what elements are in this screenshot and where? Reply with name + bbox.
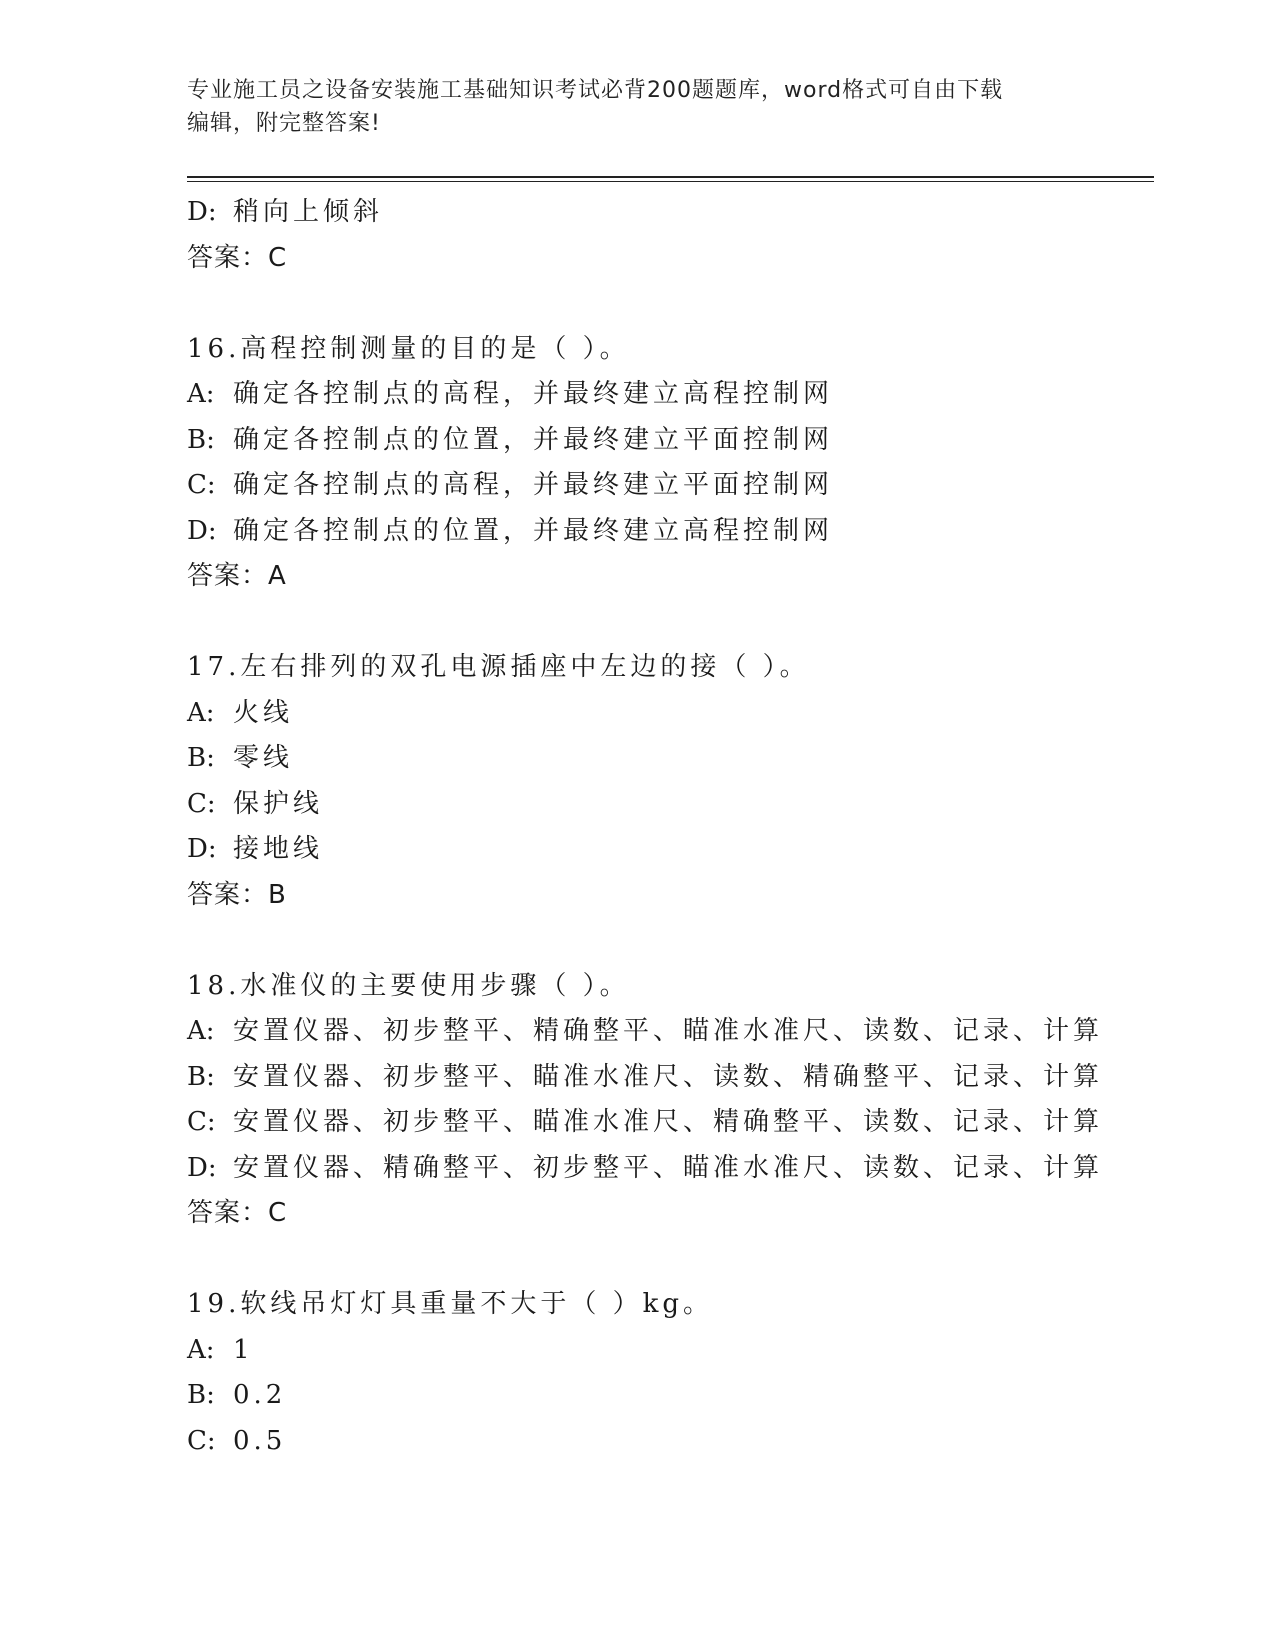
- answer-line: 答案：C: [187, 1198, 288, 1228]
- header-line-2: 编辑，附完整答案!: [187, 111, 381, 136]
- option-b: [187, 418, 1154, 464]
- option-text: 0.5: [233, 1425, 287, 1456]
- header-line-1: 专业施工员之设备安装施工基础知识考试必背200题题库，word格式可自由下载: [187, 78, 1004, 103]
- answer-line: 答案：C: [187, 242, 288, 273]
- option-letter: B:: [187, 424, 215, 455]
- option-d: [187, 1146, 1154, 1192]
- option-text: 安置仪器、初步整平、精确整平、瞄准水准尺、读数、记录、计算: [233, 1016, 1104, 1046]
- option-text: 确定各控制点的位置，并最终建立高程控制网: [233, 515, 834, 546]
- option-b: [187, 1373, 1154, 1419]
- option-text: 确定各控制点的高程，并最终建立高程控制网: [233, 379, 834, 409]
- option-c: [187, 782, 1154, 828]
- option-text: 保护线: [233, 788, 324, 819]
- header-divider-thick: [187, 176, 1154, 178]
- option-text: 火线: [233, 697, 294, 728]
- option-a: [187, 1328, 1154, 1374]
- option-letter: D:: [187, 834, 217, 864]
- option-text: 确定各控制点的高程，并最终建立平面控制网: [233, 470, 834, 500]
- question-title: 19.软线吊灯灯具重量不大于（ ）kg。: [187, 1289, 714, 1319]
- header-divider-thin: [187, 181, 1154, 182]
- option-d: [187, 509, 1154, 555]
- option-letter: C:: [187, 1107, 216, 1137]
- option-text: 确定各控制点的位置，并最终建立平面控制网: [233, 424, 834, 455]
- option-letter: C:: [187, 470, 216, 500]
- option-c: [187, 1100, 1154, 1146]
- spacer: [187, 281, 1154, 327]
- option-a: [187, 1009, 1154, 1055]
- option-letter: A:: [187, 697, 215, 728]
- option-letter: D:: [187, 197, 217, 227]
- spacer: [187, 1237, 1154, 1283]
- option-letter: D:: [187, 515, 217, 546]
- option-letter: B:: [187, 1380, 215, 1410]
- option-text: 1: [233, 1334, 254, 1365]
- answer-line: 答案：A: [187, 561, 287, 591]
- option-text: 接地线: [233, 834, 324, 864]
- option-letter: C:: [187, 788, 216, 819]
- question-title: 17.左右排列的双孔电源插座中左边的接（ ）。: [187, 652, 810, 682]
- option-text: 零线: [233, 743, 294, 773]
- option-b: [187, 736, 1154, 782]
- question-title: 16.高程控制测量的目的是（ ）。: [187, 333, 630, 364]
- option-text: 安置仪器、精确整平、初步整平、瞄准水准尺、读数、记录、计算: [233, 1152, 1104, 1183]
- option-d: [187, 190, 1154, 236]
- option-letter: B:: [187, 743, 215, 773]
- option-a: [187, 372, 1154, 418]
- option-c: [187, 463, 1154, 509]
- option-a: [187, 691, 1154, 737]
- document-header: [187, 74, 1067, 140]
- option-text: 0.2: [233, 1380, 287, 1410]
- option-c: [187, 1419, 1154, 1465]
- answer-line: 答案：B: [187, 879, 287, 910]
- spacer: [187, 600, 1154, 646]
- option-letter: D:: [187, 1152, 217, 1183]
- option-letter: A:: [187, 379, 215, 409]
- spacer: [187, 918, 1154, 964]
- option-letter: A:: [187, 1016, 215, 1046]
- document-body: [187, 190, 1154, 1464]
- option-text: 安置仪器、初步整平、瞄准水准尺、读数、精确整平、记录、计算: [233, 1061, 1104, 1092]
- option-letter: B:: [187, 1061, 215, 1092]
- option-text: 稍向上倾斜: [233, 197, 384, 227]
- option-letter: A:: [187, 1334, 215, 1365]
- option-b: [187, 1055, 1154, 1101]
- option-letter: C:: [187, 1425, 216, 1456]
- option-text: 安置仪器、初步整平、瞄准水准尺、精确整平、读数、记录、计算: [233, 1107, 1104, 1137]
- question-title: 18.水准仪的主要使用步骤（ ）。: [187, 970, 630, 1001]
- option-d: [187, 827, 1154, 873]
